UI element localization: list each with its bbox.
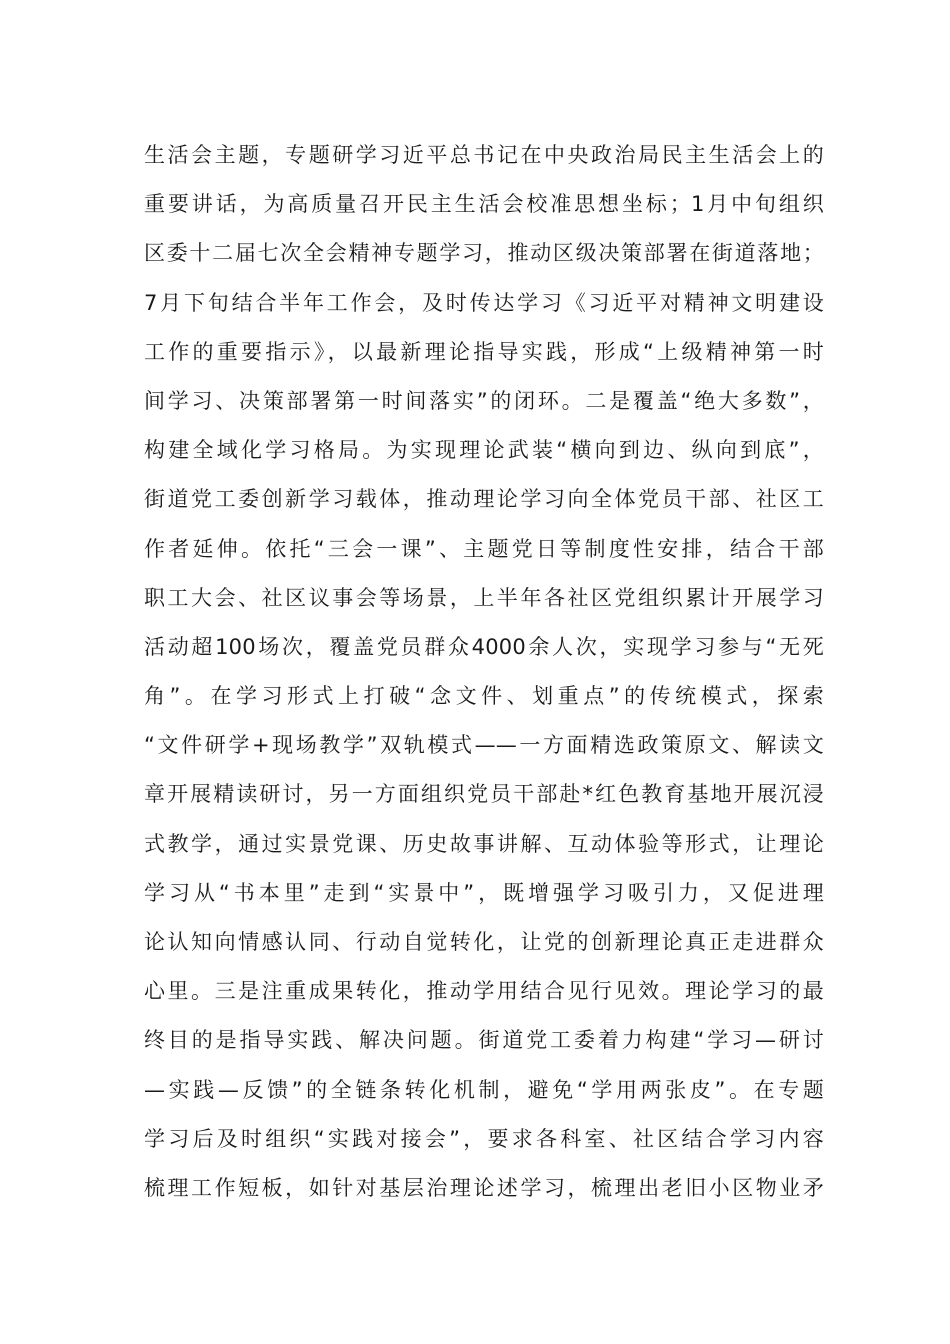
- text-line: 街道党工委创新学习载体，推动理论学习向全体党员干部、社区工: [144, 487, 824, 512]
- text-line: 区委十二届七次全会精神专题学习，推动区级决策部署在街道落地；: [144, 241, 824, 266]
- text-line: 角”。在学习形式上打破“念文件、划重点”的传统模式，探索: [144, 684, 824, 709]
- text-line: 式教学，通过实景党课、历史故事讲解、互动体验等形式，让理论: [144, 831, 824, 856]
- text-line: 构建全域化学习格局。为实现理论武装“横向到边、纵向到底”，: [144, 438, 824, 463]
- text-line: 生活会主题，专题研学习近平总书记在中央政治局民主生活会上的: [144, 143, 824, 167]
- text-line: 活动超100场次，覆盖党员群众4000余人次，实现学习参与“无死: [144, 634, 824, 659]
- text-line: 7月下旬结合半年工作会，及时传达学习《习近平对精神文明建设: [144, 290, 824, 315]
- text-line: 论认知向情感认同、行动自觉转化，让党的创新理论真正走进群众: [144, 930, 824, 954]
- text-line: 间学习、决策部署第一时间落实”的闭环。二是覆盖“绝大多数”，: [144, 388, 824, 413]
- text-line: 重要讲话，为高质量召开民主生活会校准思想坐标；1月中旬组织: [144, 192, 824, 217]
- text-line: 终目的是指导实践、解决问题。街道党工委着力构建“学习—研讨: [144, 1028, 824, 1053]
- text-line: 梳理工作短板，如针对基层治理论述学习，梳理出老旧小区物业矛: [144, 1175, 824, 1200]
- text-line: —实践—反馈”的全链条转化机制，避免“学用两张皮”。在专题: [144, 1077, 824, 1102]
- text-line: 学习从“书本里”走到“实景中”，既增强学习吸引力，又促进理: [144, 880, 824, 905]
- text-line: 职工大会、社区议事会等场景，上半年各社区党组织累计开展学习: [144, 585, 824, 610]
- text-line: “文件研学+现场教学”双轨模式——一方面精选政策原文、解读文: [144, 733, 824, 758]
- text-line: 学习后及时组织“实践对接会”，要求各科室、社区结合学习内容: [144, 1126, 824, 1151]
- text-line: 章开展精读研讨，另一方面组织党员干部赴*红色教育基地开展沉浸: [144, 782, 824, 807]
- text-line: 作者延伸。依托“三会一课”、主题党日等制度性安排，结合干部: [144, 536, 824, 561]
- text-line: 心里。三是注重成果转化，推动学用结合见行见效。理论学习的最: [144, 979, 824, 1004]
- body-text: [144, 131, 824, 1213]
- text-line: 工作的重要指示》，以最新理论指导实践，形成“上级精神第一时: [144, 339, 824, 364]
